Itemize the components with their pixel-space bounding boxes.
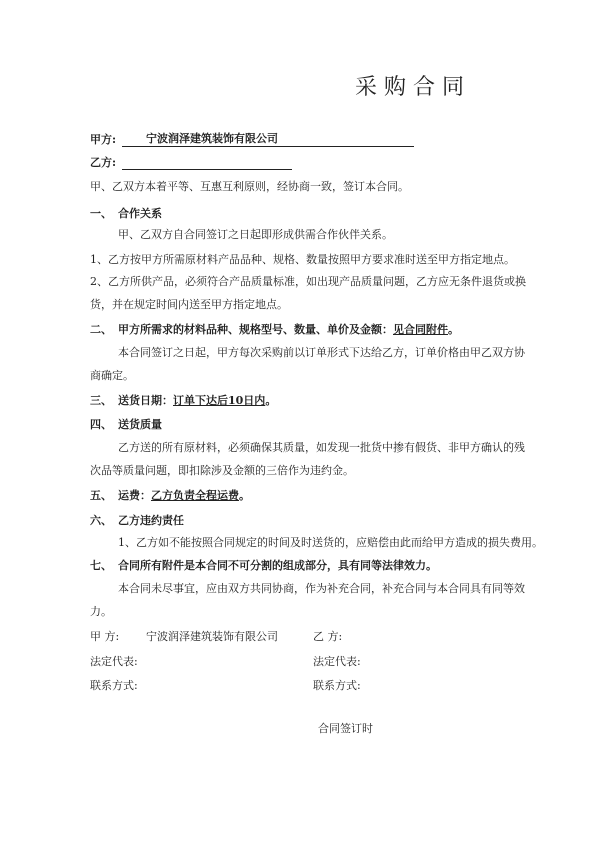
sec2-title-underlined: 见合同附件 xyxy=(393,323,448,336)
party-a-underline xyxy=(122,146,414,147)
sign-party-a-value: 宁波润泽建筑装饰有限公司 xyxy=(146,630,278,643)
intro-paragraph: 甲、乙双方本着平等、互惠互利原则，经协商一致，签订本合同。 xyxy=(90,180,409,193)
sec4-paragraph-line1: 乙方送的所有原材料，必须确保其质量，如发现一批货中掺有假货、非甲方确认的残 xyxy=(118,441,525,454)
sec4-paragraph-line2: 次品等质量问题，即扣除涉及金额的三倍作为违约金。 xyxy=(90,464,354,477)
sec2-title: 甲方所需求的材料品种、规格型号、数量、单价及金额： xyxy=(118,323,393,336)
sec3-number: 三、 xyxy=(90,394,112,407)
sec1-paragraph-1: 甲、乙双方自合同签订之日起即形成供需合作伙伴关系。 xyxy=(118,228,393,241)
sec3-end: 。 xyxy=(265,394,277,407)
sec6-item-1: 1、乙方如不能按照合同规定的时间及时送货的，应赔偿由此而给甲方造成的损失费用。 xyxy=(118,536,543,549)
sign-party-a-representative: 法定代表: xyxy=(90,655,138,668)
sec2-paragraph-line2: 商确定。 xyxy=(90,369,134,382)
sec5-value: 乙方负责全程运费 xyxy=(151,489,239,502)
sec4-title: 送货质量 xyxy=(118,418,162,431)
sec2-heading xyxy=(118,323,459,337)
sec1-item-1: 1、乙方按甲方所需原材料产品品种、规格、数量按照甲方要求准时送至甲方指定地点。 xyxy=(90,253,515,266)
sec2-paragraph-line1: 本合同签订之日起，甲方每次采购前以订单形式下达给乙方，订单价格由甲乙双方协 xyxy=(118,346,525,359)
sign-party-b-representative: 法定代表: xyxy=(313,655,361,668)
sec4-number: 四、 xyxy=(90,418,112,431)
sec7-paragraph-line1: 本合同未尽事宜，应由双方共同协商，作为补充合同，补充合同与本合同具有同等效 xyxy=(118,582,525,595)
sign-party-a-label: 甲 方: xyxy=(90,630,120,643)
sec6-title: 乙方违约责任 xyxy=(118,514,184,527)
sec5-number: 五、 xyxy=(90,489,112,502)
party-b-label: 乙方: xyxy=(90,156,117,169)
sec2-title-end: 。 xyxy=(448,323,459,336)
sec3-title: 送货日期： xyxy=(118,394,173,407)
sec5-title: 运费： xyxy=(118,489,151,502)
page-title: 采购合同 xyxy=(355,75,472,100)
sec7-paragraph-line2: 力。 xyxy=(90,605,112,618)
sec2-number: 二、 xyxy=(90,323,112,336)
sec7-title: 合同所有附件是本合同不可分割的组成部分，具有同等法律效力。 xyxy=(118,559,437,572)
sec5-heading xyxy=(118,489,250,503)
sec3-heading xyxy=(118,394,276,408)
party-a-label: 甲方: xyxy=(90,133,117,146)
sec1-item-2-line1: 2、乙方所供产品，必须符合产品质量标准，如出现产品质量问题，乙方应无条件退货或换 xyxy=(90,275,526,288)
sign-party-b-label: 乙 方: xyxy=(313,630,343,643)
sec1-title: 合作关系 xyxy=(118,207,162,220)
sec5-end: 。 xyxy=(239,489,250,502)
sec3-value: 订单下达后10日内 xyxy=(173,394,266,407)
party-a-value: 宁波润泽建筑装饰有限公司 xyxy=(146,132,278,145)
sec7-number: 七、 xyxy=(90,559,112,572)
party-b-underline xyxy=(122,169,292,170)
sec1-item-2-line2: 货，并在规定时间内送至甲方指定地点。 xyxy=(90,298,288,311)
sign-time-label: 合同签订时 xyxy=(318,722,373,735)
sign-party-b-contact: 联系方式: xyxy=(313,679,361,692)
sign-party-a-contact: 联系方式: xyxy=(90,679,138,692)
sec6-number: 六、 xyxy=(90,514,112,527)
sec1-number: 一、 xyxy=(90,207,112,220)
